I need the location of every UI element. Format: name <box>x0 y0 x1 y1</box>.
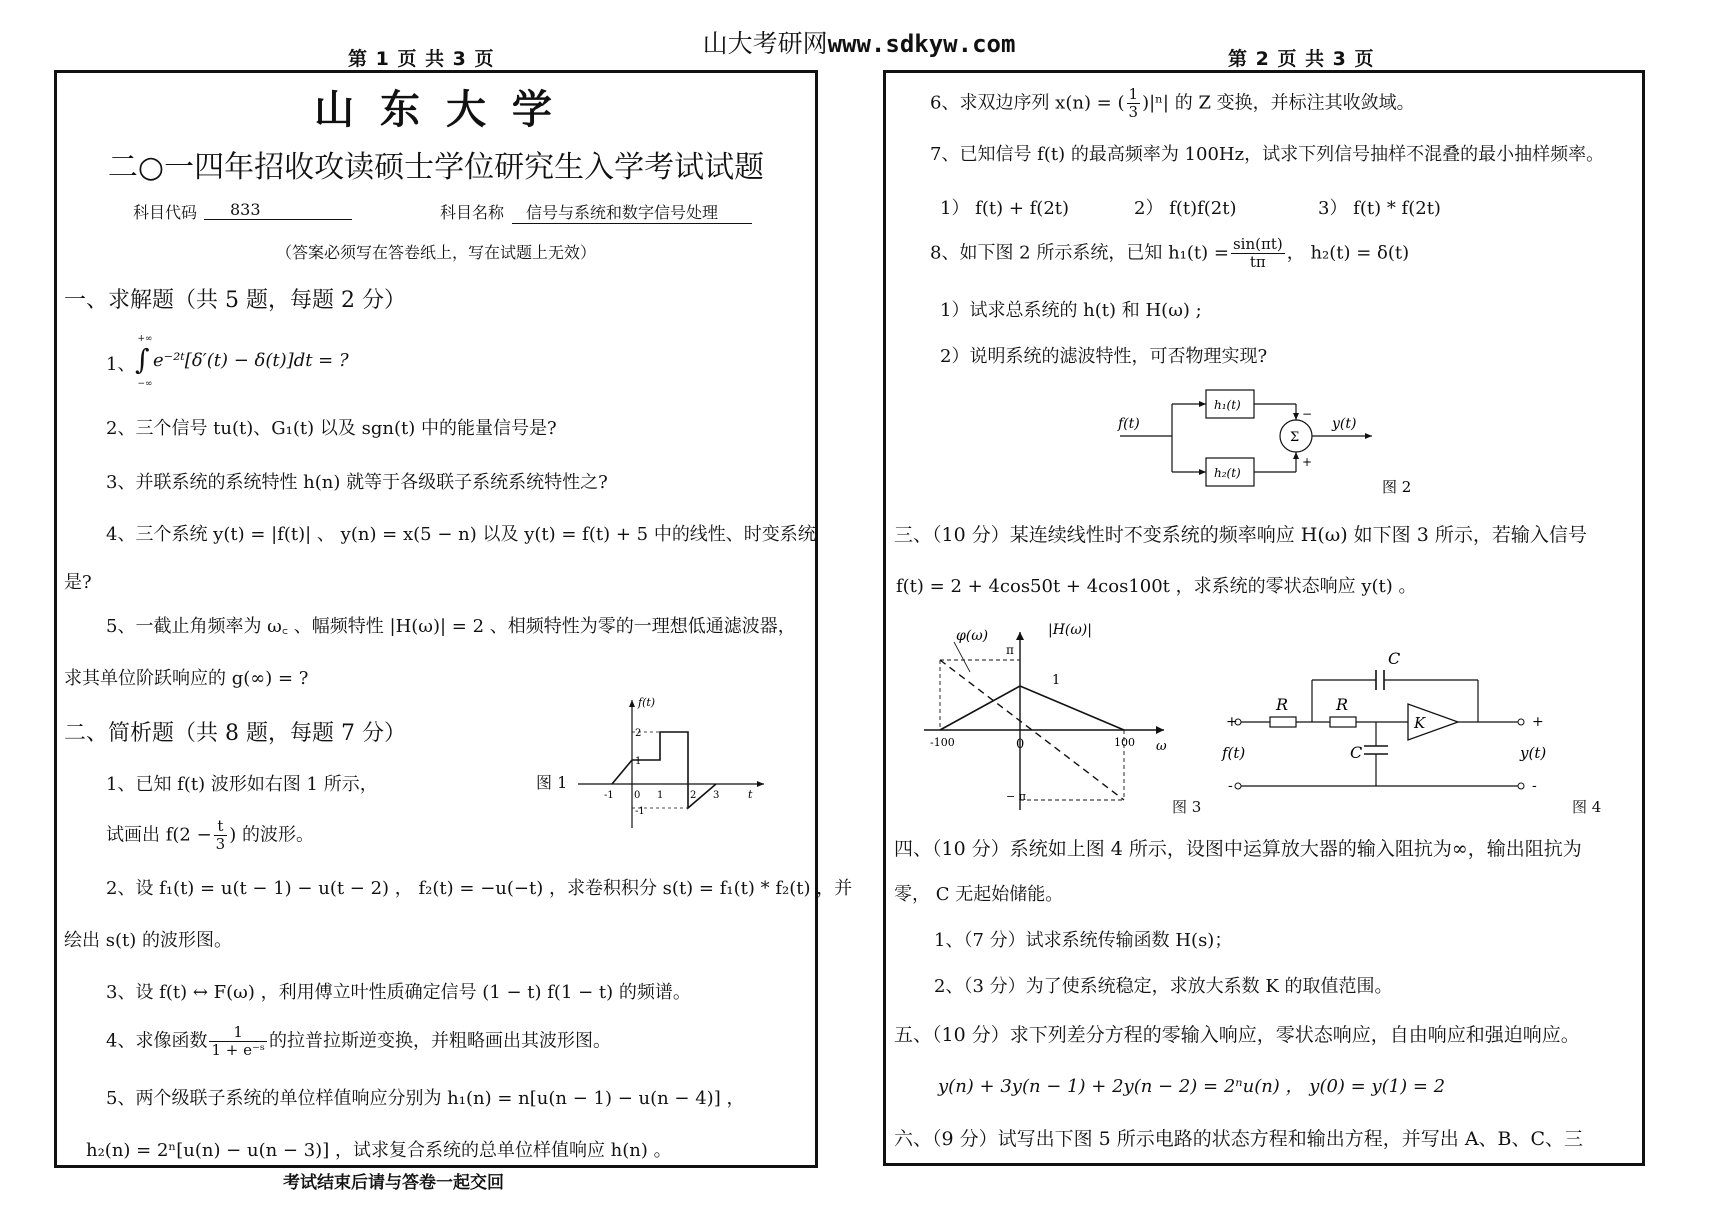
q3-text: 3、并联系统的系统特性 h(n) 就等于各级联子系统系统特性之? <box>106 472 608 493</box>
resistor-1 <box>1270 717 1296 727</box>
fig1-tick-y: 1 <box>635 756 642 767</box>
fig1-tick-x: 1 <box>657 790 664 801</box>
instruction: （答案必须写在答卷纸上，写在试题上无效） <box>275 243 596 262</box>
q2-text: 2、三个信号 tu(t)、G₁(t) 以及 sgn(t) 中的能量信号是? <box>106 418 557 439</box>
s2q3-text: 3、设 f(t) ↔ F(ω) ，利用傅立叶性质确定信号 (1 − t) f(1 − t) 的频谱。 <box>106 982 691 1003</box>
fig1-ylabel: f(t) <box>638 696 656 709</box>
q1-expression: e⁻²ᵗ[δ′(t) − δ(t)]dt = ? <box>153 350 349 371</box>
figure-4-circuit <box>1218 646 1558 796</box>
s4q2-text: 2、（3 分）为了使系统稳定，求放大系数 K 的取值范围。 <box>934 976 1393 997</box>
university-name: 山 东 大 学 <box>314 86 558 133</box>
fig1-tick-y: 2 <box>635 728 642 739</box>
section-2-title: 二、简析题（共 8 题，每题 7 分） <box>64 721 406 746</box>
s2q5-text-line2: h₂(n) = 2ⁿ[u(n) − u(n − 3)] ，试求复合系统的总单位样值响应 h(n) 。 <box>86 1140 672 1161</box>
fig4-minus-right: - <box>1532 778 1537 794</box>
q1-integral-upper: +∞ <box>137 334 153 344</box>
fig2-minus: − <box>1302 407 1313 421</box>
subject-code-label: 科目代码 <box>133 203 198 222</box>
site-url[interactable]: www.sdkyw.com <box>827 30 1016 58</box>
fig3-phase-label: φ(ω) <box>956 628 989 644</box>
fig3-neg-pi-label: − π <box>1006 790 1026 803</box>
figure-1-waveform <box>572 692 770 832</box>
s2q7-option: 2） f(t)f(2t) <box>1134 198 1237 219</box>
s2q6-text: 6、求双边序列 x(n) = ( $\frac{1}{3}$ )|ⁿ| 的 Z 变换，并标注其收敛域。 <box>930 85 1415 121</box>
section-1-title: 一、求解题（共 5 题，每题 2 分） <box>64 288 406 313</box>
section-5-title: 五、（10 分）求下列差分方程的零输入响应，零状态响应，自由响应和强迫响应。 <box>894 1024 1580 1046</box>
s2q2-text-line1: 2、设 f₁(t) = u(t − 1) − u(t − 2) ， f₂(t) = −u(−t) ，求卷积积分 s(t) = f₁(t) * f₂(t) ，并 <box>106 878 853 899</box>
q1-integral-lower: −∞ <box>137 379 153 389</box>
fig2-input: f(t) <box>1118 416 1140 432</box>
figure-3-frequency-response <box>920 614 1180 814</box>
fig4-r1: R <box>1276 695 1289 714</box>
fig3-magnitude-label: |H(ω)| <box>1048 622 1092 638</box>
right-page-number: 第 2 页 共 3 页 <box>1228 48 1375 70</box>
fig4-plus-left: + <box>1226 714 1238 730</box>
s2q8-text: 8、如下图 2 所示系统，已知 h₁(t) = $\frac{\sin(\pi t)}{t\pi}$ ， h₂(t) = δ(t) <box>930 235 1410 271</box>
s2q7-text: 7、已知信号 f(t) 的最高频率为 100Hz，试求下列信号抽样不混叠的最小抽样频率。 <box>930 144 1605 165</box>
q4-text-line2: 是? <box>64 572 92 593</box>
fig3-caption: 图 3 <box>1172 798 1202 816</box>
s2q1-text-line2: 试画出 f(2 − $\frac{t}{3}$ ) 的波形。 <box>106 817 314 853</box>
fig3-zero-label: 0 <box>1016 737 1025 752</box>
fig4-output: y(t) <box>1520 744 1547 762</box>
section-4-line2: 零， C 无起始储能。 <box>894 884 1064 905</box>
exam-title: 二○一四年招收攻读硕士学位研究生入学考试试题 <box>107 150 765 185</box>
figure-2-block-diagram <box>1110 380 1420 500</box>
fig2-output: y(t) <box>1332 416 1357 432</box>
fig2-plus: + <box>1302 455 1313 469</box>
fig1-tick-y: -1 <box>635 806 645 817</box>
site-header <box>0 24 1718 60</box>
fig2-caption: 图 2 <box>1382 478 1412 496</box>
fig2-block1-label: h₁(t) <box>1214 398 1241 412</box>
footer-note: 考试结束后请与答卷一起交回 <box>283 1173 504 1193</box>
s2q8-sub1: 1）试求总系统的 h(t) 和 H(ω) ; <box>940 300 1202 321</box>
s2q4-text: 4、求像函数 $\frac{1}{\text{1 + e⁻ˢ}}$ 的拉普拉斯逆变换，并粗略画出其波形图。 <box>106 1023 611 1059</box>
fig1-tick-x: 0 <box>634 790 641 801</box>
q4-text-line1: 4、三个系统 y(t) = |f(t)| 、 y(n) = x(5 − n) 以及 y(t) = f(t) + 5 中的线性、时变系统 <box>106 524 816 545</box>
fig3-right-tick: 100 <box>1114 736 1135 749</box>
fig4-c-bottom: C <box>1350 743 1363 762</box>
fig1-tick-x: -1 <box>604 790 614 801</box>
fig4-plus-right: + <box>1532 714 1544 730</box>
fig3-omega-label: ω <box>1156 739 1167 754</box>
subject-name-label: 科目名称 <box>440 203 505 222</box>
magnitude-curve <box>940 686 1124 730</box>
section-5-equation: y(n) + 3y(n − 1) + 2y(n − 2) = 2ⁿu(n) ， y(0) = y(1) = 2 <box>938 1076 1446 1097</box>
section-6-text: 六、（9 分）试写出下图 5 所示电路的状态方程和输出方程，并写出 A、B、C、三 <box>894 1128 1584 1150</box>
fig4-caption: 图 4 <box>1572 798 1602 816</box>
fig1-tick-x: 2 <box>690 790 697 801</box>
q5-text-line1: 5、一截止角频率为 ω꜀ 、幅频特性 |H(ω)| = 2 、相频特性为零的一理想低通滤波器， <box>106 616 796 637</box>
left-page-number: 第 1 页 共 3 页 <box>348 48 495 70</box>
section-4-line1: 四、（10 分）系统如上图 4 所示，设图中运算放大器的输入阻抗为∞，输出阻抗为 <box>894 838 1582 860</box>
resistor-2 <box>1330 717 1356 727</box>
subject-code: 833 <box>204 200 352 220</box>
s2q7-option: 1） f(t) + f(2t) <box>940 198 1070 219</box>
fig4-c-top: C <box>1388 649 1401 668</box>
fig4-minus-left: - <box>1228 778 1233 794</box>
section-3-line1: 三、（10 分）某连续线性时不变系统的频率响应 H(ω) 如下图 3 所示，若输入信号 <box>894 524 1587 546</box>
s2q7-option: 3） f(t) * f(2t) <box>1318 198 1441 219</box>
s2q2-text-line2: 绘出 s(t) 的波形图。 <box>64 930 232 951</box>
fig3-pi-label: π <box>1006 643 1014 657</box>
q5-text-line2: 求其单位阶跃响应的 g(∞) = ? <box>64 668 309 689</box>
fig4-r2: R <box>1336 695 1349 714</box>
fig3-one-label: 1 <box>1052 673 1061 688</box>
fig2-block2-label: h₂(t) <box>1214 466 1241 480</box>
fig2-sum-label: Σ <box>1290 430 1300 445</box>
fig1-xlabel: t <box>748 788 753 801</box>
subject-name: 信号与系统和数字信号处理 <box>512 200 752 224</box>
s2q5-text-line1: 5、两个级联子系统的单位样值响应分别为 h₁(n) = n[u(n − 1) − u(n − 4)] ， <box>106 1088 745 1109</box>
integral-sign-icon: ∫ <box>135 343 150 376</box>
fig4-k: K <box>1414 714 1426 732</box>
fig1-tick-x: 3 <box>713 790 720 801</box>
s2q1-text-line1: 1、已知 f(t) 波形如右图 1 所示， <box>106 774 378 795</box>
s4q1-text: 1、（7 分）试求系统传输函数 H(s)； <box>934 930 1233 951</box>
fig1-caption: 图 1 <box>536 773 568 792</box>
fig4-input: f(t) <box>1222 744 1246 762</box>
s2q8-sub2: 2）说明系统的滤波特性，可否物理实现? <box>940 346 1268 367</box>
fig3-left-tick: -100 <box>930 736 955 749</box>
section-3-line2: f(t) = 2 + 4cos50t + 4cos100t ，求系统的零状态响应 y(t) 。 <box>896 576 1417 597</box>
q1-number: 1、 <box>106 354 136 375</box>
site-name: 山大考研网 <box>702 29 828 58</box>
